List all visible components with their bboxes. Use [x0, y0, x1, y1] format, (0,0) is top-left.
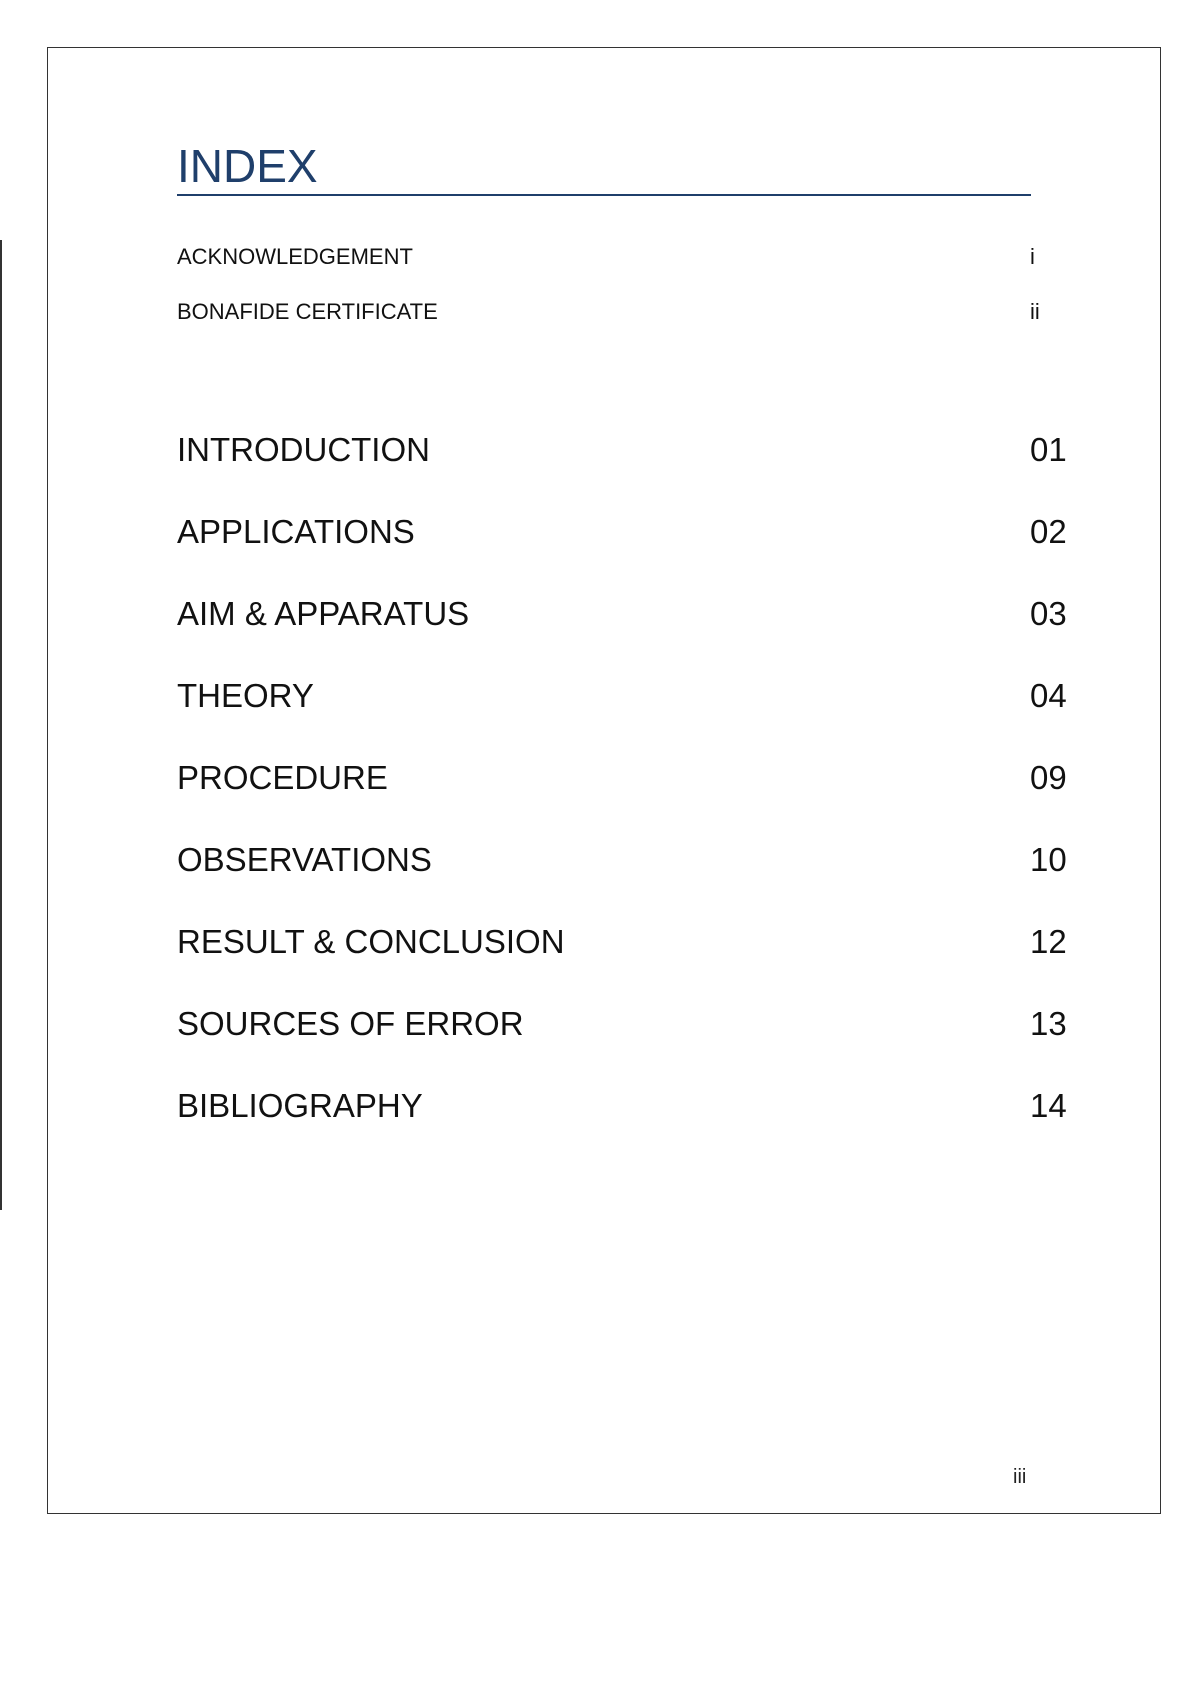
toc-entry-page: 13 — [1030, 1005, 1067, 1042]
toc-entry-page: 12 — [1030, 923, 1067, 960]
toc-entry-page: i — [1030, 244, 1035, 269]
toc-entry-label: OBSERVATIONS — [177, 841, 432, 878]
toc-entry-page: 04 — [1030, 677, 1067, 714]
toc-entry-label: AIM & APPARATUS — [177, 595, 470, 632]
page-number: iii — [1013, 1466, 1027, 1488]
toc-entry-label: THEORY — [177, 677, 314, 714]
left-margin-rule — [0, 240, 2, 1210]
toc-entry-page: 09 — [1030, 759, 1067, 796]
toc-entry-label: SOURCES OF ERROR — [177, 1005, 524, 1042]
toc-entry-label: APPLICATIONS — [177, 513, 415, 550]
page-title: INDEX — [177, 140, 1031, 196]
toc-entry-label: BIBLIOGRAPHY — [177, 1087, 423, 1124]
toc-entry-page: 02 — [1030, 513, 1067, 550]
toc-entry-label: RESULT & CONCLUSION — [177, 923, 565, 960]
toc-entry-page: 14 — [1030, 1087, 1067, 1124]
toc-entry-label: PROCEDURE — [177, 759, 388, 796]
toc-entry-page: 03 — [1030, 595, 1067, 632]
toc-entry-page: 10 — [1030, 841, 1067, 878]
toc-entry-page: ii — [1030, 299, 1040, 324]
toc-entry-label: ACKNOWLEDGEMENT — [177, 244, 413, 269]
toc-entry-page: 01 — [1030, 431, 1067, 468]
toc-entry-label: INTRODUCTION — [177, 431, 430, 468]
toc-entry-label: BONAFIDE CERTIFICATE — [177, 299, 438, 324]
